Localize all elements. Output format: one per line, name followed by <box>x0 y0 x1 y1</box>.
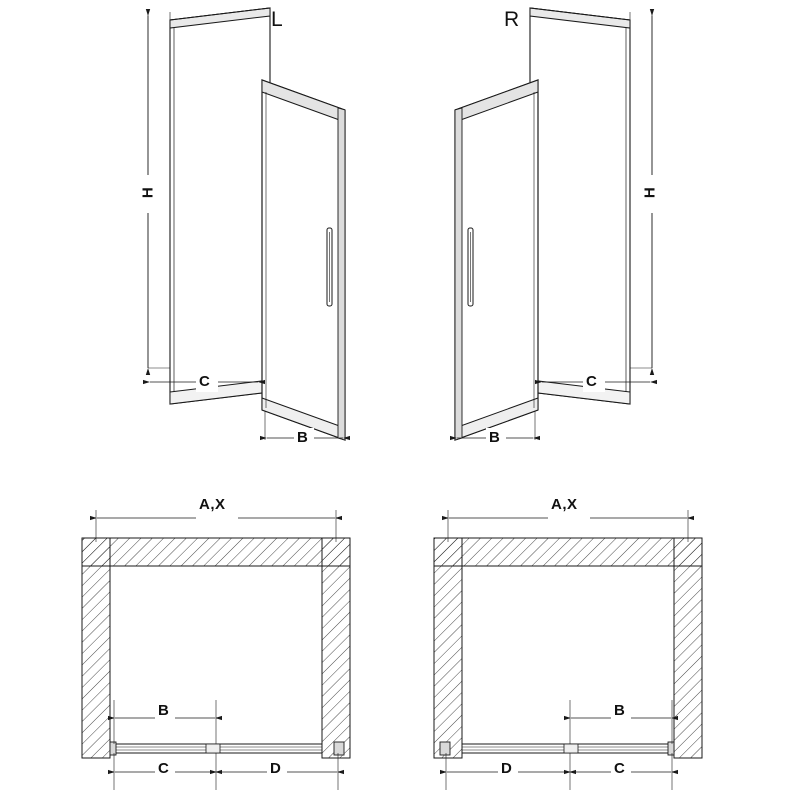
dimension-b-plan-left: B <box>158 702 170 719</box>
dimension-h-right: H <box>641 186 659 199</box>
view-title-left: L <box>271 8 284 31</box>
sliding-door-panel-left <box>262 80 345 440</box>
view-title-right: R <box>504 8 520 31</box>
dimension-d-plan-left: D <box>270 760 282 777</box>
fixed-glass-panel-right <box>530 8 630 404</box>
sliding-door-panel-right <box>455 80 538 440</box>
plan-track-left <box>110 742 344 755</box>
dimension-b-elevation-left: B <box>297 429 309 446</box>
elevation-left-view <box>138 8 345 448</box>
dimension-c-elevation-right: C <box>586 373 598 390</box>
dimension-ax-plan-right: A,X <box>551 496 578 513</box>
elevation-right-view <box>455 8 662 448</box>
dimension-d-plan-right: D <box>501 760 513 777</box>
dimension-c-plan-left: C <box>158 760 170 777</box>
fixed-glass-panel-left <box>170 8 270 404</box>
dimension-h-left: H <box>139 186 157 199</box>
dimension-c-elevation-left: C <box>199 373 211 390</box>
dimension-b-elevation-right: B <box>489 429 501 446</box>
plan-track-right <box>440 742 674 755</box>
door-handle-left <box>327 228 332 306</box>
plan-right-view <box>434 508 702 790</box>
wall-hatching-right <box>434 538 702 758</box>
dimension-c-plan-right: C <box>614 760 626 777</box>
door-handle-right <box>468 228 473 306</box>
plan-left-view <box>82 508 350 790</box>
dimension-b-plan-right: B <box>614 702 626 719</box>
dimension-ax-plan-left: A,X <box>199 496 226 513</box>
